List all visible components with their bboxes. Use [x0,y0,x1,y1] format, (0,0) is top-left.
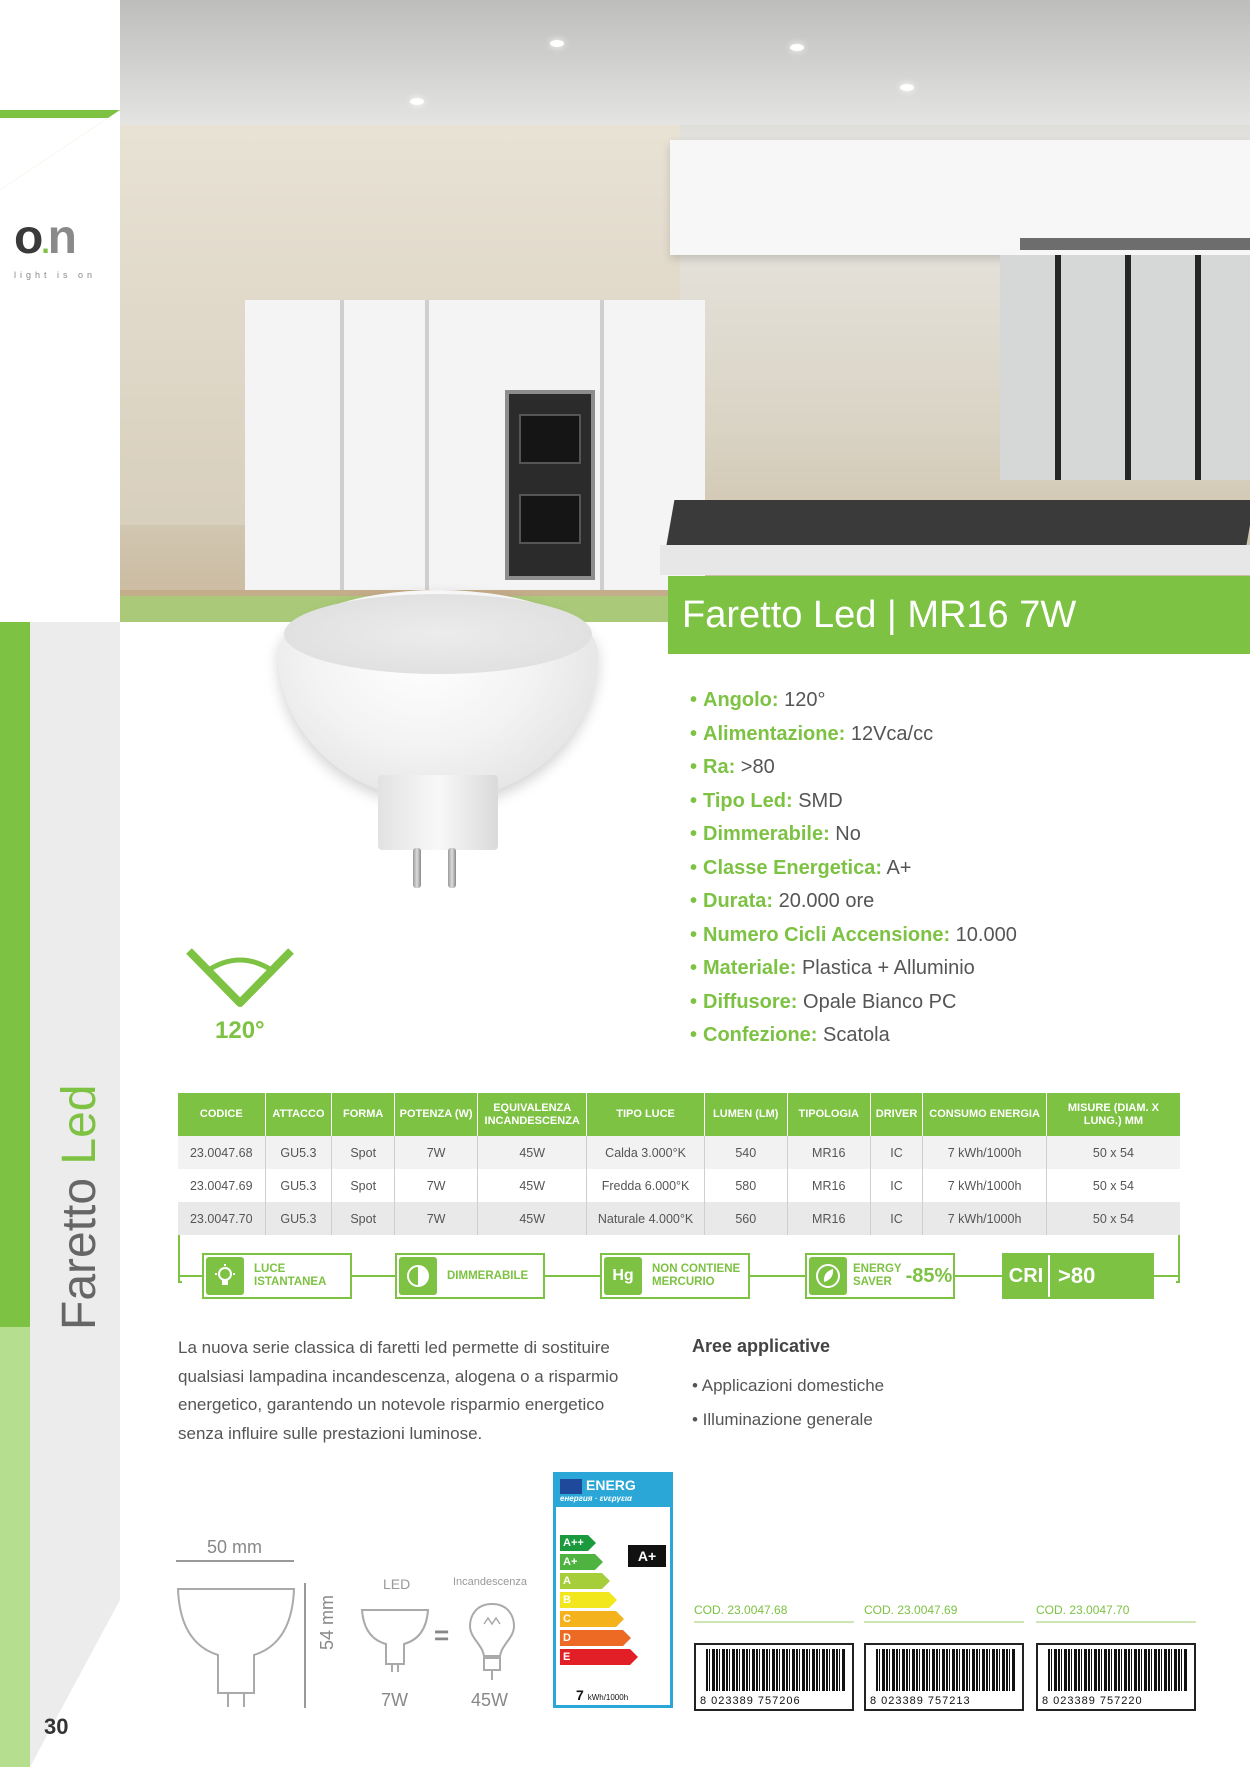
sidebar-accent-cover [0,118,108,190]
barcode-code: COD. 23.0047.68 [694,1603,854,1623]
table-cell: 50 x 54 [1046,1202,1180,1235]
barcode-code: COD. 23.0047.69 [864,1603,1024,1623]
barcode-digits: 8 023389 757213 [870,1695,971,1707]
oven [505,390,595,580]
led-label: LED [383,1576,411,1592]
barcode-bars [876,1649,1016,1691]
spec-item: • Alimentazione: 12Vca/cc [690,722,934,745]
application-areas-list [692,1369,884,1437]
table-cell: 7W [395,1202,478,1235]
sidebar-top [0,0,120,622]
lamp-base [378,775,498,850]
ceiling-spotlight [790,44,804,51]
table-cell: 560 [704,1202,787,1235]
dimmer-icon [399,1257,437,1295]
barcode-code: COD. 23.0047.70 [1036,1603,1196,1623]
barcode-digits: 8 023389 757220 [1042,1695,1143,1707]
sidebar-green-strip [0,622,30,1327]
table-cell: 23.0047.70 [178,1202,265,1235]
lightbulb-icon [206,1257,244,1295]
mercury-free-label: NON CONTIENE MERCURIO [652,1263,741,1288]
table-cell: 23.0047.68 [178,1136,265,1169]
vertical-title-accent: Led [53,1084,106,1165]
spec-item: • Angolo: 120° [690,689,826,711]
height-dimension-label: 54 mm [317,1594,337,1650]
brand-logo [14,211,104,280]
incandescent-bulb-icon [466,1600,518,1685]
table-cell: IC [870,1136,923,1169]
window-bar [1125,255,1131,480]
table-header-cell: CONSUMO ENERGIA [923,1093,1046,1136]
table-cell: 45W [478,1169,587,1202]
energy-class-bar: C [560,1611,616,1627]
table-cell: 50 x 54 [1046,1136,1180,1169]
table-header-cell: FORMA [332,1093,395,1136]
kitchen-cabinets [245,300,705,600]
dimmable-label: DIMMERABILE [447,1269,529,1282]
table-header-cell: CODICE [178,1093,265,1136]
oven-window [519,494,581,544]
table-cell: IC [870,1202,923,1235]
spec-item: • Diffusore: Opale Bianco PC [690,990,957,1013]
energy-label [553,1472,673,1708]
table-cell: 23.0047.69 [178,1169,265,1202]
spec-item: • Numero Cicli Accensione: 10.000 [690,923,1017,946]
logo-tagline: light is on [14,270,97,280]
table-cell: Calda 3.000°K [587,1136,704,1169]
energy-label-header [556,1475,670,1507]
equals-sign: = [434,1620,450,1650]
leaf-icon [809,1257,847,1295]
window-bar [1055,255,1061,480]
width-dimension-label: 50 mm [207,1537,263,1557]
table-cell: Spot [332,1169,395,1202]
energy-label-title: ENERG [586,1477,636,1493]
title-banner [668,576,1250,654]
table-cell: Naturale 4.000°K [587,1202,704,1235]
table-cell: GU5.3 [265,1202,332,1235]
table-cell: 45W [478,1136,587,1169]
barcode-bars [706,1649,846,1691]
table-header-cell: TIPOLOGIA [787,1093,870,1136]
no-mercury-icon: Hg [604,1257,642,1295]
page-title: Faretto Led | MR16 7W [682,594,1077,636]
table-cell: 7 kWh/1000h [923,1169,1046,1202]
eu-flag-icon [560,1479,582,1494]
instant-light-label: LUCE ISTANTANEA [254,1263,327,1288]
table-cell: 540 [704,1136,787,1169]
lamp-outline-drawing [176,1583,296,1713]
lamp-diffuser [284,594,592,674]
barcode-image [1036,1643,1196,1711]
sidebar-light-green-strip [0,1327,30,1767]
barcode-block [1036,1603,1196,1711]
table-cell: MR16 [787,1169,870,1202]
energy-class-bar: A+ [560,1554,595,1570]
window-bar [1195,255,1201,480]
barcode-digits: 8 023389 757206 [700,1695,801,1707]
energy-saver-badge [805,1253,955,1299]
table-cell: GU5.3 [265,1169,332,1202]
beam-angle-icon [185,945,295,1011]
table-header-cell: DRIVER [870,1093,923,1136]
hero-kitchen-image [120,0,1250,622]
application-area-item: • Illuminazione generale [692,1410,873,1429]
cri-value: >80 [1048,1255,1152,1297]
table-cell: 7W [395,1136,478,1169]
table-header-cell: MISURE (DIAM. X LUNG.) MM [1046,1093,1180,1136]
energy-class-bar: A [560,1573,602,1589]
sidebar-corner-cut [30,1600,120,1767]
barcode-block [694,1603,854,1711]
application-areas-title: Aree applicative [692,1336,831,1356]
energy-class-bar: B [560,1592,609,1608]
dimmable-badge [395,1253,545,1299]
energy-rating-tag: A+ [628,1545,666,1567]
product-table [178,1093,1180,1235]
table-cell: GU5.3 [265,1136,332,1169]
table-cell: 7 kWh/1000h [923,1136,1046,1169]
energy-class-bar: E [560,1649,630,1665]
spec-list [690,684,1017,1053]
table-cell: 50 x 54 [1046,1169,1180,1202]
height-dimension-line [304,1583,306,1708]
logo-mark: o.n [14,211,75,264]
table-row [178,1202,1180,1235]
page-number: 30 [44,1714,69,1739]
counter-front [660,545,1250,575]
spec-item: • Ra: >80 [690,756,775,778]
energy-class-bar: A++ [560,1535,588,1551]
spec-item: • Classe Energetica: A+ [690,856,912,879]
oven-window [519,414,581,464]
table-cell: MR16 [787,1136,870,1169]
led-lamp-icon [360,1606,430,1676]
led-wattage: 7W [381,1690,408,1710]
energy-saver-label: ENERGY SAVER [853,1263,902,1288]
table-cell: IC [870,1169,923,1202]
instant-light-badge [202,1253,352,1299]
energy-saver-value: -85% [905,1264,953,1287]
table-header-cell: EQUIVALENZA INCANDESCENZA [478,1093,587,1136]
table-cell: 7W [395,1169,478,1202]
ceiling-spotlight [550,40,564,47]
beam-angle-label: 120° [215,1017,265,1044]
table-header-cell: LUMEN (LM) [704,1093,787,1136]
table-row [178,1169,1180,1202]
application-area-item: • Applicazioni domestiche [692,1376,885,1395]
table-header-cell: POTENZA (W) [395,1093,478,1136]
lamp-pin [448,848,456,888]
hood-vent [1020,238,1250,250]
table-header-row [178,1093,1180,1136]
spec-item: • Dimmerabile: No [690,823,861,845]
barcode-image [694,1643,854,1711]
vertical-section-title [52,1085,107,1331]
barcode-bars [1048,1649,1188,1691]
cabinet-divider [600,300,604,600]
barcode-image [864,1643,1024,1711]
cabinet-divider [340,300,344,600]
table-row [178,1136,1180,1169]
cri-label: CRI [1004,1255,1048,1297]
vertical-title-main: Faretto [53,1164,106,1330]
width-dimension-line [176,1560,294,1562]
energy-label-subtitle: енергия · ενεργεια [560,1494,633,1503]
ceiling [120,0,1250,125]
table-cell: Fredda 6.000°K [587,1169,704,1202]
table-cell: Spot [332,1136,395,1169]
table-header-cell: TIPO LUCE [587,1093,704,1136]
energy-consumption: 7 kWh/1000h [576,1687,629,1703]
table-cell: 580 [704,1169,787,1202]
table-cell: 45W [478,1202,587,1235]
table-header-cell: ATTACCO [265,1093,332,1136]
ceiling-spotlight [410,98,424,105]
kitchen-counter [666,500,1250,550]
spec-item: • Materiale: Plastica + Alluminio [690,957,975,979]
spec-item: • Confezione: Scatola [690,1024,890,1046]
table-cell: Spot [332,1202,395,1235]
ceiling-spotlight [900,84,914,91]
barcode-block [864,1603,1024,1711]
incandescent-label: Incandescenza [453,1576,527,1588]
mercury-free-badge [600,1253,750,1299]
incandescent-wattage: 45W [471,1690,509,1710]
energy-class-bars [560,1535,630,1668]
energy-class-bar: D [560,1630,623,1646]
spec-item: • Tipo Led: SMD [690,789,843,812]
product-description: La nuova serie classica di faretti led permette di sostituire qualsiasi lampadina incandescenza, alogena o a risparmio energetico, garantendo un notevole risparmio energetico senza influire sulle prestazioni luminose. [178,1338,619,1443]
spec-item: • Durata: 20.000 ore [690,890,875,912]
cri-badge [1002,1253,1154,1299]
lamp-pin [413,848,421,888]
cabinet-divider [425,300,429,600]
table-cell: 7 kWh/1000h [923,1202,1046,1235]
product-lamp-image [278,590,598,900]
table-cell: MR16 [787,1202,870,1235]
